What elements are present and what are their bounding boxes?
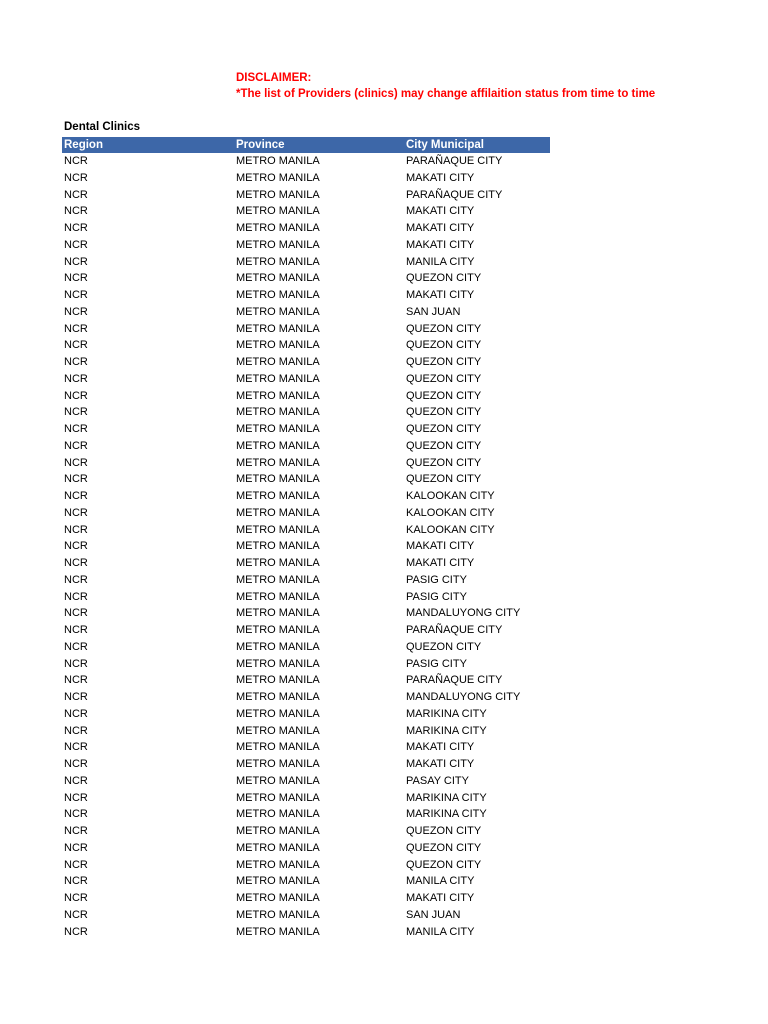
table-row [62, 907, 550, 924]
city-cell: MAKATI CITY [406, 171, 475, 184]
city-cell: KALOOKAN CITY [406, 490, 495, 502]
table-row [62, 203, 550, 220]
province-cell: METRO MANILA [236, 439, 320, 452]
province-cell: METRO MANILA [236, 456, 320, 469]
region-cell: NCR [64, 222, 88, 234]
province-cell: METRO MANILA [236, 657, 320, 670]
city-cell: QUEZON CITY [406, 640, 482, 653]
city-cell: MAKATI CITY [406, 222, 475, 234]
city-cell: MARIKINA CITY [406, 808, 487, 821]
region-cell: NCR [64, 841, 88, 854]
table-row [62, 756, 550, 773]
region-cell: NCR [64, 657, 88, 670]
table-row [62, 555, 550, 572]
table-row [62, 488, 550, 505]
table-row [62, 404, 550, 421]
city-cell: MAKATI CITY [406, 741, 475, 754]
province-cell: METRO MANILA [236, 607, 320, 620]
province-cell: METRO MANILA [236, 758, 320, 770]
table-row [62, 522, 550, 539]
table-row [62, 572, 550, 589]
region-cell: NCR [64, 305, 88, 318]
city-cell: PARAÑAQUE CITY [406, 188, 503, 201]
region-cell: NCR [64, 506, 88, 519]
region-cell: NCR [64, 925, 88, 938]
province-cell: METRO MANILA [236, 808, 320, 821]
table-row [62, 622, 550, 639]
city-cell: MAKATI CITY [406, 540, 475, 553]
province-cell: METRO MANILA [236, 540, 320, 553]
table-row [62, 371, 550, 388]
table-row [62, 639, 550, 656]
table-body [62, 153, 550, 940]
province-cell: METRO MANILA [236, 908, 320, 921]
province-cell: METRO MANILA [236, 791, 320, 804]
region-cell: NCR [64, 322, 88, 335]
province-cell: METRO MANILA [236, 925, 320, 938]
region-cell: NCR [64, 707, 88, 720]
province-cell: METRO MANILA [236, 406, 320, 419]
region-cell: NCR [64, 523, 88, 536]
city-cell: QUEZON CITY [406, 322, 482, 335]
province-cell: METRO MANILA [236, 858, 320, 871]
province-cell: METRO MANILA [236, 205, 320, 218]
region-cell: NCR [64, 540, 88, 553]
region-cell: NCR [64, 339, 88, 352]
city-cell: PASIG CITY [406, 590, 467, 603]
table-row [62, 388, 550, 405]
province-cell: METRO MANILA [236, 423, 320, 435]
city-cell: MARIKINA CITY [406, 724, 487, 737]
province-cell: METRO MANILA [236, 892, 320, 904]
disclaimer-text: *The list of Providers (clinics) may change affilaition status from time to time [236, 88, 656, 100]
province-cell: METRO MANILA [236, 356, 320, 368]
table-row [62, 924, 550, 941]
table-row [62, 656, 550, 673]
region-cell: NCR [64, 439, 88, 452]
table-row [62, 270, 550, 287]
column-header-province: Province [236, 139, 285, 151]
table-row [62, 840, 550, 857]
city-cell: QUEZON CITY [406, 272, 482, 285]
province-cell: METRO MANILA [236, 322, 320, 335]
city-cell: MAKATI CITY [406, 758, 475, 770]
table-row [62, 304, 550, 321]
column-header-region: Region [64, 139, 103, 151]
table-row [62, 220, 550, 237]
province-cell: METRO MANILA [236, 741, 320, 754]
disclaimer-title: DISCLAIMER: [236, 72, 312, 84]
province-cell: METRO MANILA [236, 389, 320, 402]
table-row [62, 723, 550, 740]
region-cell: NCR [64, 573, 88, 586]
region-cell: NCR [64, 490, 88, 502]
region-cell: NCR [64, 389, 88, 402]
table-row [62, 187, 550, 204]
table-row [62, 773, 550, 790]
province-cell: METRO MANILA [236, 674, 320, 687]
province-cell: METRO MANILA [236, 188, 320, 201]
region-cell: NCR [64, 624, 88, 636]
region-cell: NCR [64, 272, 88, 285]
city-cell: PARAÑAQUE CITY [406, 674, 503, 687]
region-cell: NCR [64, 640, 88, 653]
region-cell: NCR [64, 289, 88, 301]
table-row [62, 321, 550, 338]
province-cell: METRO MANILA [236, 774, 320, 787]
region-cell: NCR [64, 238, 88, 251]
region-cell: NCR [64, 155, 88, 167]
section-title: Dental Clinics [64, 121, 141, 133]
city-cell: MAKATI CITY [406, 205, 475, 218]
table-row [62, 589, 550, 606]
region-cell: NCR [64, 406, 88, 419]
region-cell: NCR [64, 171, 88, 184]
column-header-city: City Municipal [406, 139, 484, 151]
province-cell: METRO MANILA [236, 590, 320, 603]
table-row [62, 823, 550, 840]
region-cell: NCR [64, 674, 88, 687]
city-cell: KALOOKAN CITY [406, 523, 495, 536]
province-cell: METRO MANILA [236, 875, 320, 888]
table-row [62, 605, 550, 622]
city-cell: QUEZON CITY [406, 841, 482, 854]
region-cell: NCR [64, 791, 88, 804]
table-row [62, 538, 550, 555]
table-row [62, 857, 550, 874]
province-cell: METRO MANILA [236, 222, 320, 234]
province-cell: METRO MANILA [236, 255, 320, 268]
city-cell: MAKATI CITY [406, 238, 475, 251]
region-cell: NCR [64, 473, 88, 486]
city-cell: QUEZON CITY [406, 339, 482, 352]
table-row [62, 890, 550, 907]
city-cell: MANILA CITY [406, 255, 475, 268]
province-cell: METRO MANILA [236, 473, 320, 486]
table-row [62, 287, 550, 304]
city-cell: QUEZON CITY [406, 406, 482, 419]
province-cell: METRO MANILA [236, 490, 320, 502]
city-cell: PARAÑAQUE CITY [406, 155, 503, 167]
region-cell: NCR [64, 255, 88, 268]
city-cell: MARIKINA CITY [406, 791, 487, 804]
table-row [62, 471, 550, 488]
city-cell: PARAÑAQUE CITY [406, 624, 503, 636]
province-cell: METRO MANILA [236, 339, 320, 352]
region-cell: NCR [64, 590, 88, 603]
province-cell: METRO MANILA [236, 557, 320, 569]
region-cell: NCR [64, 808, 88, 821]
region-cell: NCR [64, 372, 88, 385]
table-row [62, 337, 550, 354]
region-cell: NCR [64, 557, 88, 569]
province-cell: METRO MANILA [236, 372, 320, 385]
table-row [62, 689, 550, 706]
table-row [62, 438, 550, 455]
province-cell: METRO MANILA [236, 272, 320, 285]
city-cell: QUEZON CITY [406, 456, 482, 469]
region-cell: NCR [64, 691, 88, 703]
table-row [62, 672, 550, 689]
region-cell: NCR [64, 908, 88, 921]
city-cell: MANILA CITY [406, 925, 475, 938]
city-cell: PASIG CITY [406, 657, 467, 670]
region-cell: NCR [64, 858, 88, 871]
region-cell: NCR [64, 356, 88, 368]
region-cell: NCR [64, 758, 88, 770]
table-row [62, 873, 550, 890]
city-cell: QUEZON CITY [406, 858, 482, 871]
city-cell: MAKATI CITY [406, 892, 475, 904]
province-cell: METRO MANILA [236, 624, 320, 636]
region-cell: NCR [64, 724, 88, 737]
table-row [62, 254, 550, 271]
region-cell: NCR [64, 607, 88, 620]
table-row [62, 455, 550, 472]
city-cell: MANDALUYONG CITY [406, 691, 521, 703]
table-row [62, 706, 550, 723]
province-cell: METRO MANILA [236, 691, 320, 703]
province-cell: METRO MANILA [236, 825, 320, 837]
table-row [62, 354, 550, 371]
province-cell: METRO MANILA [236, 289, 320, 301]
province-cell: METRO MANILA [236, 640, 320, 653]
province-cell: METRO MANILA [236, 171, 320, 184]
region-cell: NCR [64, 774, 88, 787]
province-cell: METRO MANILA [236, 523, 320, 536]
city-cell: MANILA CITY [406, 875, 475, 888]
region-cell: NCR [64, 423, 88, 435]
city-cell: QUEZON CITY [406, 825, 482, 837]
province-cell: METRO MANILA [236, 573, 320, 586]
city-cell: MANDALUYONG CITY [406, 607, 521, 620]
province-cell: METRO MANILA [236, 305, 320, 318]
city-cell: MAKATI CITY [406, 289, 475, 301]
province-cell: METRO MANILA [236, 724, 320, 737]
table-row [62, 790, 550, 807]
city-cell: QUEZON CITY [406, 439, 482, 452]
region-cell: NCR [64, 825, 88, 837]
province-cell: METRO MANILA [236, 238, 320, 251]
table-row [62, 153, 550, 170]
region-cell: NCR [64, 188, 88, 201]
province-cell: METRO MANILA [236, 841, 320, 854]
region-cell: NCR [64, 456, 88, 469]
table-header [62, 137, 550, 153]
province-cell: METRO MANILA [236, 155, 320, 167]
city-cell: SAN JUAN [406, 908, 461, 921]
region-cell: NCR [64, 892, 88, 904]
clinics-table [62, 137, 550, 940]
city-cell: SAN JUAN [406, 305, 461, 318]
city-cell: PASAY CITY [406, 774, 469, 787]
region-cell: NCR [64, 741, 88, 754]
city-cell: QUEZON CITY [406, 389, 482, 402]
city-cell: QUEZON CITY [406, 473, 482, 486]
region-cell: NCR [64, 875, 88, 888]
region-cell: NCR [64, 205, 88, 218]
table-row [62, 237, 550, 254]
city-cell: PASIG CITY [406, 573, 467, 586]
city-cell: QUEZON CITY [406, 372, 482, 385]
table-row [62, 739, 550, 756]
table-row [62, 505, 550, 522]
table-row [62, 806, 550, 823]
city-cell: QUEZON CITY [406, 356, 482, 368]
city-cell: QUEZON CITY [406, 423, 482, 435]
table-row [62, 170, 550, 187]
province-cell: METRO MANILA [236, 506, 320, 519]
city-cell: MAKATI CITY [406, 557, 475, 569]
province-cell: METRO MANILA [236, 707, 320, 720]
city-cell: MARIKINA CITY [406, 707, 487, 720]
city-cell: KALOOKAN CITY [406, 506, 495, 519]
table-row [62, 421, 550, 438]
